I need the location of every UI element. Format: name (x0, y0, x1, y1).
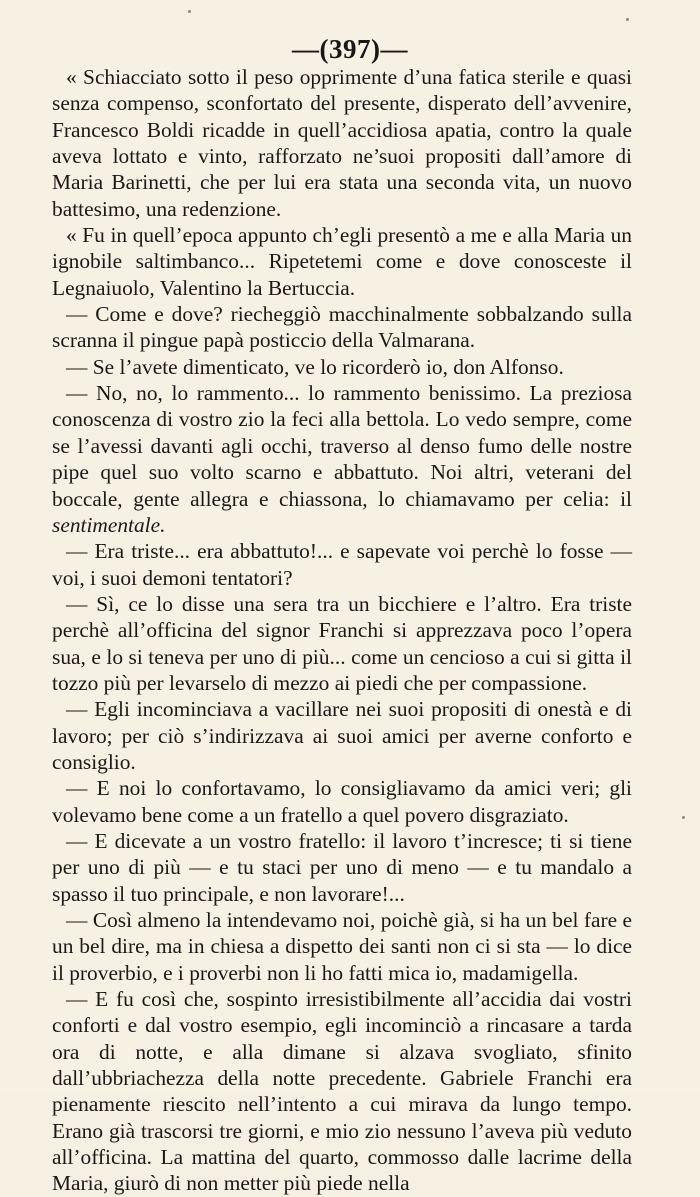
paragraph-4: — Se l’avete dimenticato, ve lo ricorderò io, don Alfonso. (66, 354, 564, 379)
paragraph-5-text: — No, no, lo rammento... lo rammento benissimo. La preziosa conoscenza di vostro zio la feci alla bettola. Lo vedo sempre, come se l’avessi davanti agli occhi, traverso al denso fumo delle nostre pipe quel suo volto scarno e abbattuto. Noi altri, veterani del boccale, gente allegra e chiassona, lo chiamavamo per celia: il (52, 381, 632, 511)
paragraph-9: — E noi lo confortavamo, lo consigliavamo da amici veri; gli volevamo bene come a un fratello a quel povero disgraziato. (52, 776, 632, 827)
ink-speck (188, 10, 191, 13)
paragraph-3: — Come e dove? riecheggiò macchinalmente sobbalzando sulla scranna il pingue papà posticcio della Valmarana. (52, 302, 632, 353)
paragraph-2: « Fu in quell’epoca appunto ch’egli presentò a me e alla Maria un ignobile saltimbanco... Ripetetemi come e dove conosceste il Legnaiuolo, Valentino la Bertuccia. (52, 223, 632, 300)
paragraph-5 (52, 380, 632, 538)
page-number: —(397)— (292, 34, 408, 64)
paragraph-6: — Era triste... era abbattuto!... e sapevate voi perchè lo fosse — voi, i suoi demoni tentatori? (52, 539, 632, 590)
paragraph-7: — Sì, ce lo disse una sera tra un bicchiere e l’altro. Era triste perchè all’officina del signor Franchi si apprezzava poco l’opera sua, e lo si teneva per uno di più... come un cencioso a cui si gitta il tozzo più per levarselo di mezzo ai piedi che per compassione. (52, 591, 632, 695)
paragraph-1: « Schiacciato sotto il peso opprimente d’una fatica sterile e quasi senza compenso, sconfortato del presente, disperato dell’avvenire, Francesco Boldi ricadde in quell’accidiosa apatia, contro la quale aveva lottato e vinto, rafforzato ne’suoi propositi dall’amore di Maria Barinetti, che per lui era stata una seconda vita, un nuovo battesimo, una redenzione. (52, 65, 632, 221)
body-text (52, 64, 632, 1197)
ink-speck (626, 18, 629, 21)
paragraph-11: — Così almeno la intendevamo noi, poichè già, si ha un bel fare e un bel dire, ma in chiesa a dispetto dei santi non ci si sta — lo dice il proverbio, e i proverbi non li ho fatti mica io, madamigella. (52, 908, 632, 985)
paragraph-10: — E dicevate a un vostro fratello: il lavoro t’increscе; ti si tiene per uno di più — e tu staci per uno di meno — e tu mandalo a spasso il tuo principale, e non lavorare!... (52, 828, 632, 906)
paragraph-5-italic: sentimentale. (52, 512, 166, 537)
ink-speck (682, 816, 685, 819)
paragraph-8: — Egli incominciava a vacillare nei suoi propositi di onestà e di lavoro; per ciò s’indirizzava ai suoi amici per averne conforto e consiglio. (52, 697, 632, 774)
paragraph-12: — E fu così che, sospinto irresistibilmente all’accidia dai vostri conforti e dal vostro esempio, egli incominciò a rincasare a tarda ora di notte, e alla dimane si alzava svogliato, sfinito dall’ubbriachezza della notte precedente. Gabriele Franchi era pienamente riescito nell’intento a cui mirava da lungo tempo. Erano già trascorsi tre giorni, e mio zio nessuno l’aveva più veduto all’officina. La mattina del quarto, commosso dalle lacrime della Maria, giurò di non metter più piede nella (52, 987, 632, 1196)
